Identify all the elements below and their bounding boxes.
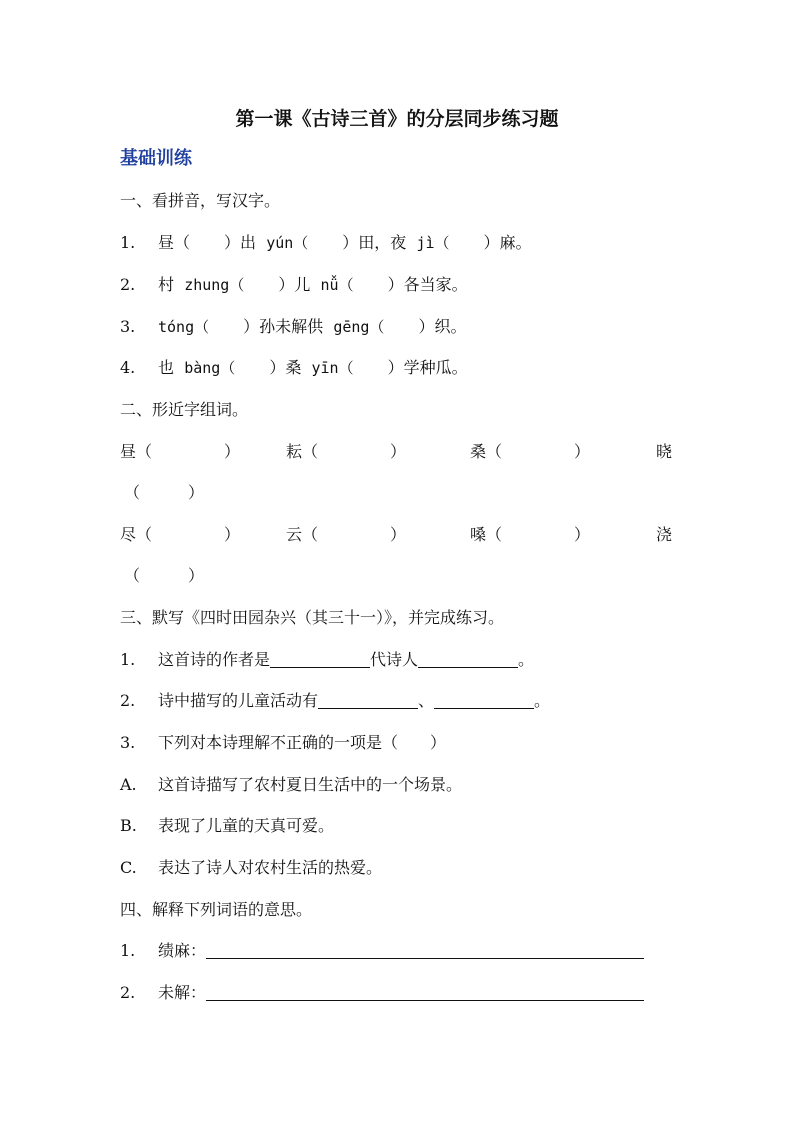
option-text: 表达了诗人对农村生活的热爱。	[158, 858, 383, 877]
text-segment: 诗中描写的儿童活动有	[158, 691, 319, 710]
text-segment: 也	[158, 358, 175, 377]
answer-underline[interactable]	[206, 984, 644, 1001]
word-pair-cell	[120, 524, 152, 546]
answer-underline[interactable]	[434, 692, 534, 709]
text-segment: ）各当家。	[387, 275, 468, 294]
q4-item-2	[120, 982, 644, 1004]
text-segment: 尽（	[120, 525, 153, 544]
text-segment: ）儿	[278, 275, 311, 294]
word-pair-cell	[120, 441, 152, 463]
pinyin: zhung（	[184, 276, 245, 294]
q1-item-2	[120, 274, 468, 296]
word-pair-cell	[470, 524, 502, 546]
word-pair-cell	[286, 524, 318, 546]
item-number: 4.	[120, 358, 136, 377]
q2-row-2	[120, 524, 675, 546]
q3-option-b[interactable]	[120, 815, 334, 837]
q2-row-2-wrap[interactable]: （ ）	[124, 566, 205, 585]
text-segment: 云（	[286, 525, 319, 544]
word-pair-cell	[656, 524, 672, 546]
pinyin: gēng（	[333, 318, 385, 336]
text-segment: ）孙未解供	[243, 317, 324, 336]
q2-row-1	[120, 441, 675, 463]
text-segment: 。	[518, 650, 535, 669]
item-number: 1.	[120, 233, 136, 252]
text-segment: 浇	[656, 525, 673, 544]
text-segment: 。	[534, 691, 551, 710]
term-label: 绩麻：	[158, 941, 207, 960]
item-number: 3.	[120, 733, 136, 752]
item-number: 2.	[120, 983, 136, 1002]
paren-close: ）	[390, 442, 407, 461]
q3-option-c[interactable]	[120, 857, 382, 879]
answer-underline[interactable]	[318, 692, 418, 709]
pinyin: nǚ（	[320, 276, 354, 294]
answer-underline[interactable]	[206, 942, 644, 959]
paren-close: ）	[224, 525, 241, 544]
text-segment: ）田，夜	[342, 233, 407, 252]
option-letter: C.	[120, 858, 137, 877]
page-title: 第一课《古诗三首》的分层同步练习题	[235, 108, 559, 130]
answer-blank[interactable]	[224, 441, 240, 463]
text-segment: ）学种瓜。	[387, 358, 468, 377]
item-number: 2.	[120, 691, 136, 710]
word-pair-cell	[286, 441, 318, 463]
option-text: 表现了儿童的天真可爱。	[158, 816, 335, 835]
item-number: 2.	[120, 275, 136, 294]
text-segment: 晓	[656, 442, 673, 461]
q2-row-1-wrap[interactable]: （ ）	[124, 483, 205, 502]
q3-item-2	[120, 690, 550, 712]
answer-blank[interactable]	[390, 441, 406, 463]
text-segment: 昼（	[158, 233, 191, 252]
q3-option-a[interactable]	[120, 774, 462, 796]
text-segment: 昼（	[120, 442, 153, 461]
q1-item-4	[120, 357, 468, 379]
pinyin: jì（	[416, 234, 450, 252]
option-text: 这首诗描写了农村夏日生活中的一个场景。	[158, 775, 463, 794]
text-segment: 代诗人	[370, 650, 419, 669]
pinyin: yīn（	[311, 359, 354, 377]
question-1-heading: 一、看拼音，写汉字。	[120, 191, 281, 210]
text-segment: 桑（	[470, 442, 503, 461]
word-pair-cell	[470, 441, 502, 463]
question-text: 下列对本诗理解不正确的一项是（ ）	[158, 733, 447, 752]
answer-blank[interactable]	[574, 441, 590, 463]
q1-item-3	[120, 316, 466, 338]
text-segment: 耘（	[286, 442, 319, 461]
option-letter: B.	[120, 816, 137, 835]
paren-close: ）	[390, 525, 407, 544]
pinyin: tóng（	[158, 318, 210, 336]
word-pair-cell	[656, 441, 672, 463]
item-number: 1.	[120, 941, 136, 960]
text-segment: 嗓（	[470, 525, 503, 544]
section-heading-basic: 基础训练	[120, 148, 192, 169]
text-segment: ）织。	[418, 317, 467, 336]
term-label: 未解：	[158, 983, 207, 1002]
text-segment: ）麻。	[483, 233, 532, 252]
paren-close: ）	[224, 442, 241, 461]
q3-item-1	[120, 649, 534, 671]
q4-item-1	[120, 940, 644, 962]
q1-item-1	[120, 232, 532, 254]
paren-close: ）	[574, 442, 591, 461]
answer-blank[interactable]	[224, 524, 240, 546]
answer-blank[interactable]	[574, 524, 590, 546]
answer-underline[interactable]	[270, 651, 370, 668]
text-segment: 、	[418, 691, 435, 710]
text-segment: ）出	[224, 233, 257, 252]
pinyin: yún（	[266, 234, 309, 252]
answer-blank[interactable]	[390, 524, 406, 546]
question-4-heading: 四、解释下列词语的意思。	[120, 900, 313, 919]
question-2-heading: 二、形近字组词。	[120, 400, 249, 419]
item-number: 1.	[120, 650, 136, 669]
text-segment: 这首诗的作者是	[158, 650, 271, 669]
item-number: 3.	[120, 317, 136, 336]
paren-close: ）	[574, 525, 591, 544]
q3-item-3	[120, 732, 446, 754]
answer-underline[interactable]	[418, 651, 518, 668]
text-segment: ）桑	[269, 358, 302, 377]
text-segment: 村	[158, 275, 175, 294]
pinyin: bàng（	[184, 359, 236, 377]
option-letter: A.	[120, 775, 137, 794]
question-3-heading: 三、默写《四时田园杂兴（其三十一）》，并完成练习。	[120, 608, 505, 627]
